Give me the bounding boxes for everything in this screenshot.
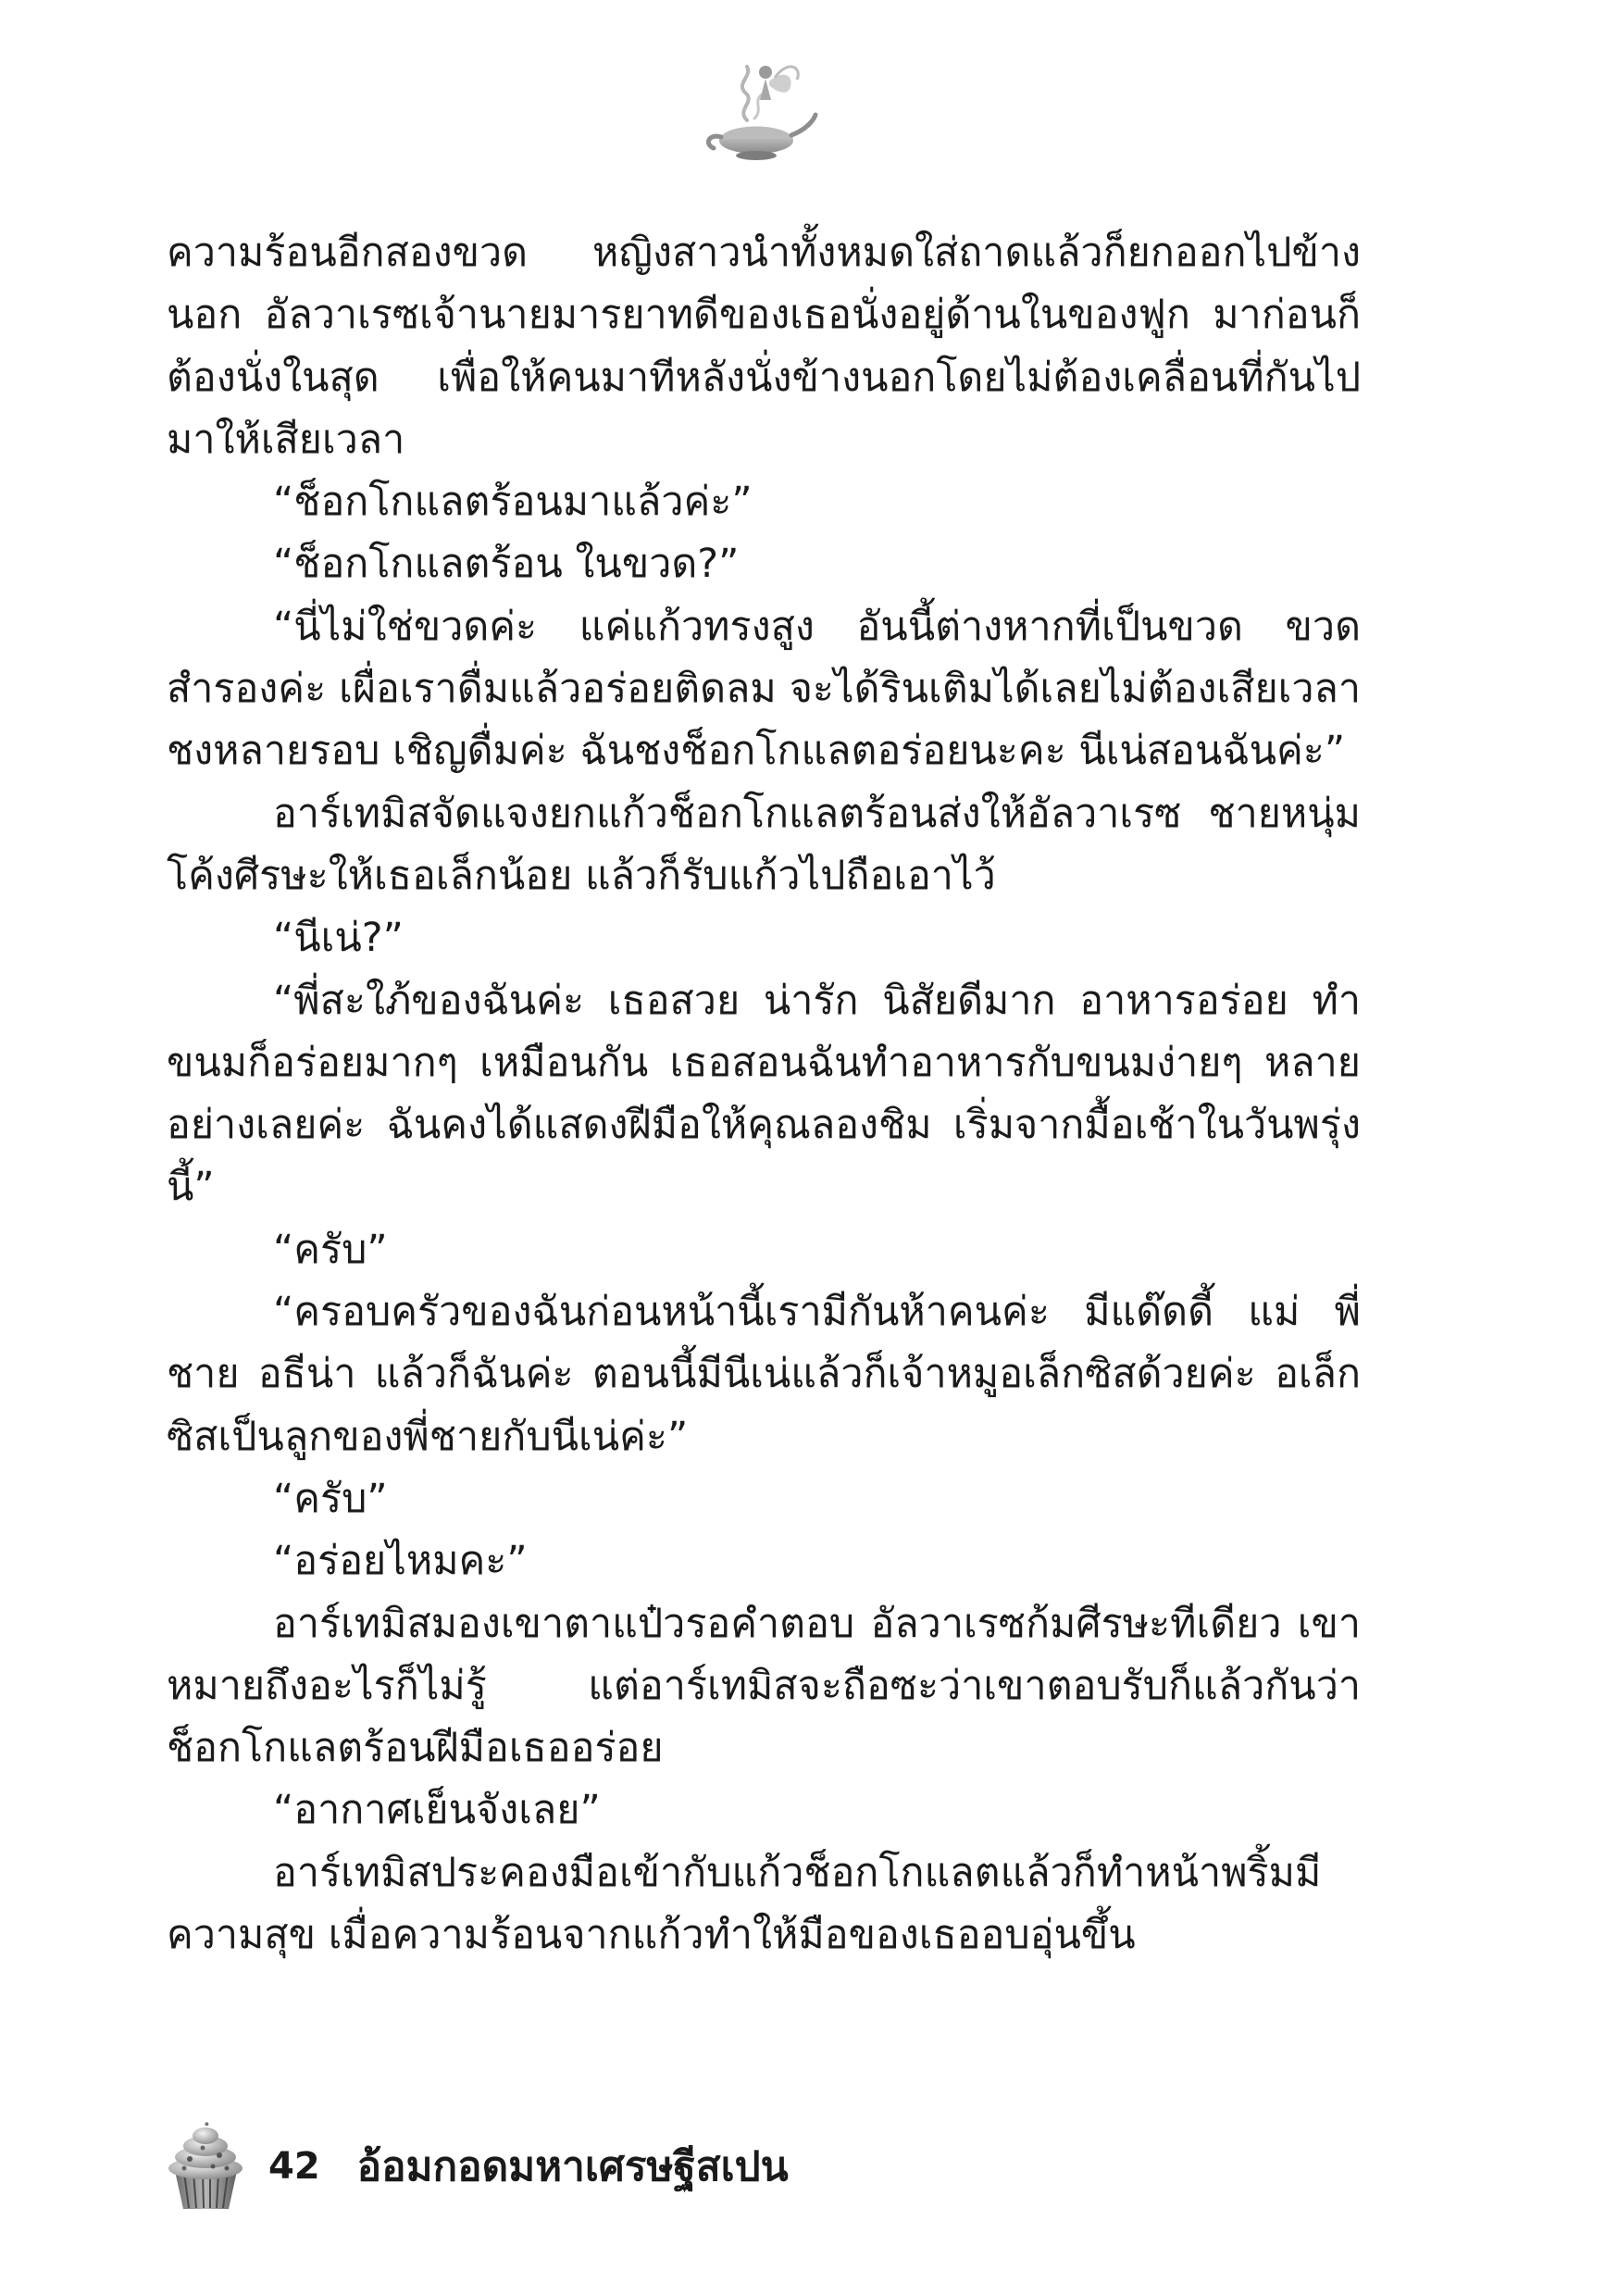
paragraph: “พี่สะใภ้ของฉันค่ะ เธอสวย น่ารัก นิสัยดีมาก อาหารอร่อย ทำขนมก็อร่อยมากๆ เหมือนกัน เธอสอนฉันทำอาหารกับขนมง่ายๆ หลายอย่างเลยค่ะ ฉันคงได้แสดงฝีมือให้คุณลองชิม เริ่มจากมื้อเช้าในวันพรุ่งนี้”	[167, 977, 1361, 1211]
cupcake-icon	[162, 2120, 250, 2213]
paragraph: “อร่อยไหมคะ”	[273, 1538, 528, 1585]
paragraph: “อากาศเย็นจังเลย”	[273, 1787, 601, 1834]
page-footer	[162, 2115, 789, 2217]
body-text	[167, 222, 1361, 1966]
paragraph: “ครับ”	[273, 1226, 388, 1273]
paragraph: อาร์เทมิสประคองมือเข้ากับแก้วช็อกโกแลตแล้วก็ทำหน้าพริ้มมีความสุข เมื่อความร้อนจากแก้วทำให้มือของเธออบอุ่นขึ้น	[167, 1849, 1322, 1959]
paragraph: “ครอบครัวของฉันก่อนหน้านี้เรามีกันห้าคนค่ะ มีแด๊ดดี้ แม่ พี่ชาย อธีน่า แล้วก็ฉันค่ะ ตอนนี้มีนีเน่แล้วก็เจ้าหมูอเล็กซิสด้วยค่ะ อเล็กซิสเป็นลูกของพี่ชายกับนีเน่ค่ะ”	[167, 1289, 1361, 1460]
paragraph: “ครับ”	[273, 1475, 388, 1522]
paragraph: “ช็อกโกแลตร้อน ในขวด?”	[273, 541, 740, 588]
page-number: 42	[268, 2145, 320, 2188]
paragraph: “ช็อกโกแลตร้อนมาแล้วค่ะ”	[273, 479, 753, 526]
book-title: อ้อมกอดมหาเศรษฐีสเปน	[356, 2143, 789, 2190]
paragraph: ความร้อนอีกสองขวด หญิงสาวนำทั้งหมดใส่ถาดแล้วก็ยกออกไปข้างนอก อัลวาเรซเจ้านายมารยาทดีของเธอนั่งอยู่ด้านในของฟูก มาก่อนก็ต้องนั่งในสุด เพื่อให้คนมาทีหลังนั่งข้างนอกโดยไม่ต้องเคลื่อนที่กันไปมาให้เสียเวลา	[167, 230, 1361, 463]
paragraph: “นี่ไม่ใช่ขวดค่ะ แค่แก้วทรงสูง อันนี้ต่างหากที่เป็นขวด ขวดสำรองค่ะ เผื่อเราดื่มแล้วอร่อยติดลม จะได้รินเติมได้เลยไม่ต้องเสียเวลาชงหลายรอบ เชิญดื่มค่ะ ฉันชงช็อกโกแลตอร่อยนะคะ นีเน่สอนฉันค่ะ”	[167, 603, 1361, 775]
paragraph: “นีเน่?”	[273, 915, 404, 962]
header-ornament	[699, 56, 819, 162]
paragraph: อาร์เทมิสมองเขาตาแป๋วรอคำตอบ อัลวาเรซก้มศีรษะทีเดียว เขาหมายถึงอะไรก็ไม่รู้ แต่อาร์เทมิสจะถือซะว่าเขาตอบรับก็แล้วกันว่าช็อกโกแลตร้อนฝีมือเธออร่อย	[167, 1600, 1361, 1772]
paragraph: อาร์เทมิสจัดแจงยกแก้วช็อกโกแลตร้อนส่งให้อัลวาเรซ ชายหนุ่มโค้งศีรษะให้เธอเล็กน้อย แล้วก็รับแก้วไปถือเอาไว้	[167, 790, 1361, 899]
genie-lamp-with-fairy-icon	[699, 56, 819, 162]
